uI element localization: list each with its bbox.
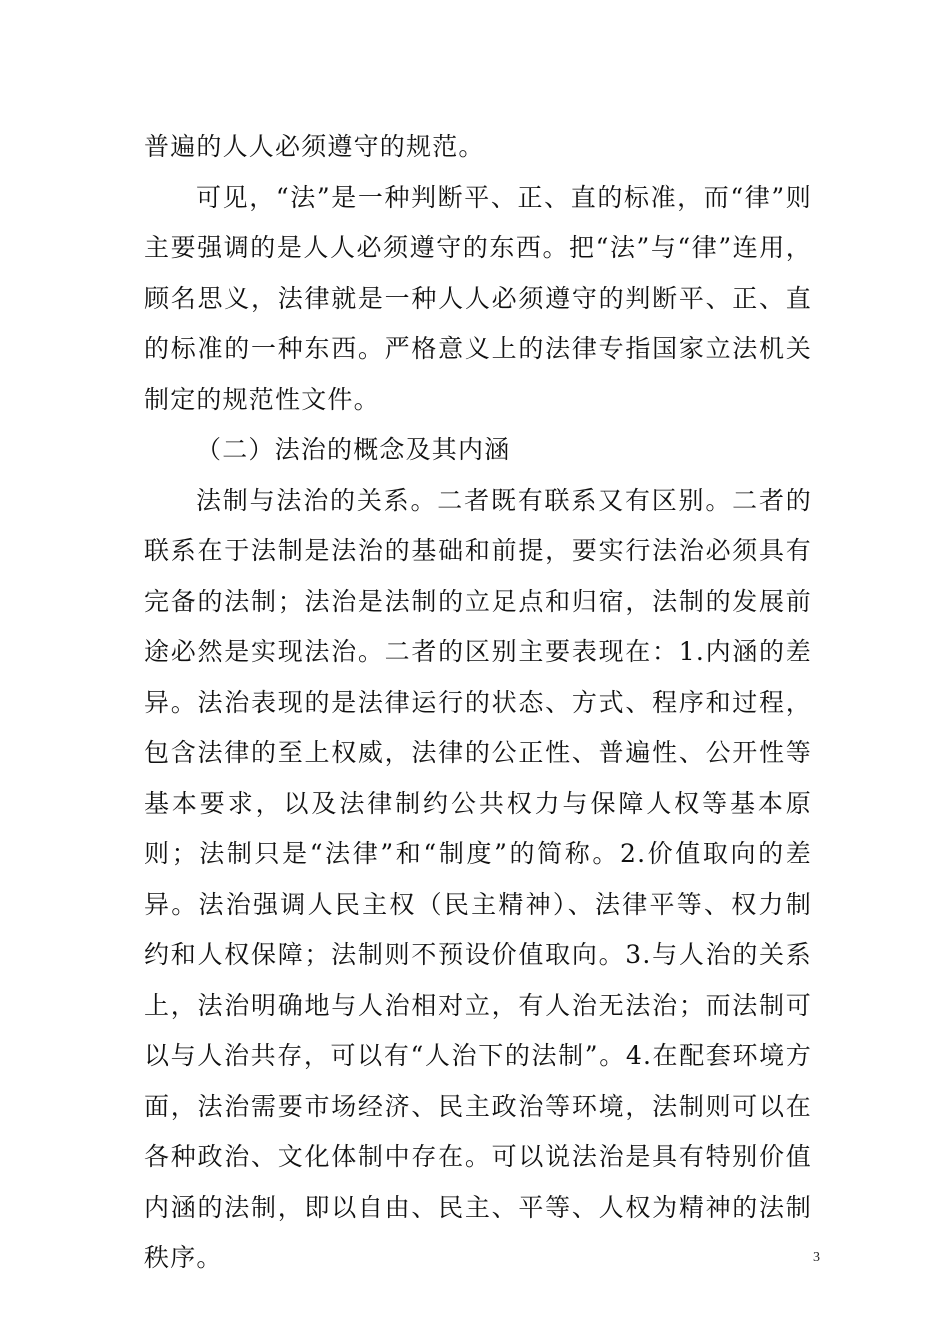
page-body [144,122,812,1284]
paragraph-law-definition: 可见，“法”是一种判断平、正、直的标准，而“律”则主要强调的是人人必须遵守的东西。把“法”与“律”连用，顾名思义，法律就是一种人人必须遵守的判断平、正、直的标准的一种东西。严格意义上的法律专指国家立法机关制定的规范性文件。 [144,182,812,414]
section-heading: （二）法治的概念及其内涵 [196,435,511,464]
page-number: 3 [813,1250,820,1265]
paragraph-continuation: 普遍的人人必须遵守的规范。 [144,132,485,161]
paragraph-rule-of-law: 法制与法治的关系。二者既有联系又有区别。二者的联系在于法制是法治的基础和前提，要实行法治必须具有完备的法制；法治是法制的立足点和归宿，法制的发展前途必然是实现法治。二者的区别主要表现在：1.内涵的差异。法治表现的是法律运行的状态、方式、程序和过程，包含法律的至上权威，法律的公正性、普遍性、公开性等基本要求，以及法律制约公共权力与保障人权等基本原则；法制只是“法律”和“制度”的简称。2.价值取向的差异。法治强调人民主权（民主精神）、法律平等、权力制约和人权保障；法制则不预设价值取向。3.与人治的关系上，法治明确地与人治相对立，有人治无法治；而法制可以与人治共存，可以有“人治下的法制”。4.在配套环境方面，法治需要市场经济、民主政治等环境，法制则可以在各种政治、文化体制中存在。可以说法治是具有特别价值内涵的法制，即以自由、民主、平等、人权为精神的法制秩序。 [144,485,812,1272]
